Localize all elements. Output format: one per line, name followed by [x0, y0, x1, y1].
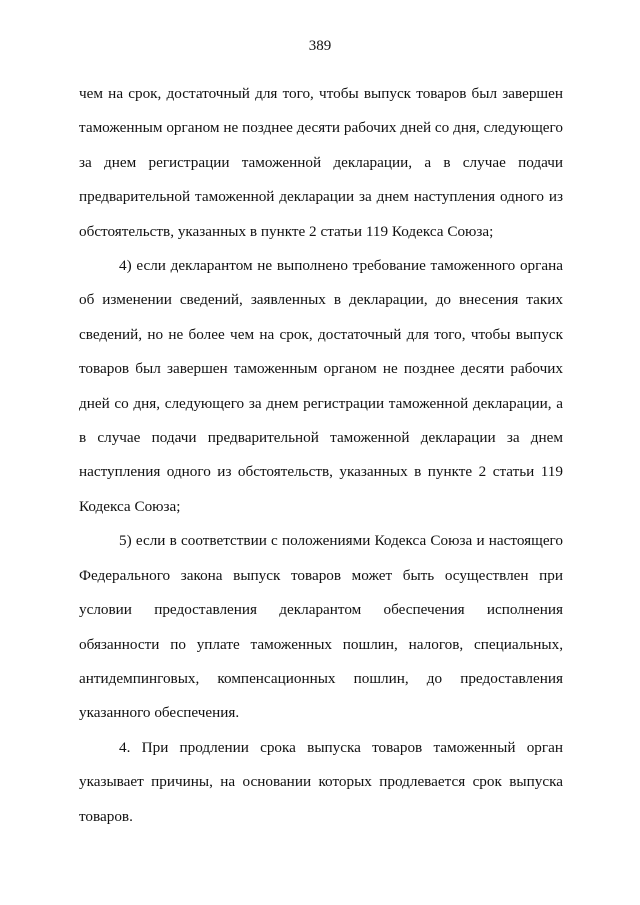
paragraph-continuation: чем на срок, достаточный для того, чтобы выпуск товаров был завершен таможенным органом не позднее десяти рабочих дней со дня, следующего за днем регистрации таможенной декларации, а в случае подачи предварительной таможенной декларации за днем наступления одного из обстоятельств, указанных в пункте 2 статьи 119 Кодекса Союза;: [79, 85, 563, 240]
paragraph-item-4: 4) если декларантом не выполнено требование таможенного органа об изменении сведений, заявленных в декларации, до внесения таких сведений, но не более чем на срок, достаточный для того, чтобы выпуск товаров был завершен таможенным органом не позднее десяти рабочих дней со дня, следующего за днем регистрации таможенной декларации, а в случае подачи предварительной таможенной декларации за днем наступления одного из обстоятельств, указанных в пункте 2 статьи 119 Кодекса Союза;: [79, 257, 563, 515]
document-body: [79, 77, 563, 834]
paragraph-section-4: 4. При продлении срока выпуска товаров таможенный орган указывает причины, на основании которых продлевается срок выпуска товаров.: [79, 738, 563, 825]
page-number: 389: [308, 38, 332, 54]
paragraph-item-5: 5) если в соответствии с положениями Кодекса Союза и настоящего Федерального закона выпуск товаров может быть осуществлен при условии предоставления декларантом обеспечения исполнения обязанности по уплате таможенных пошлин, налогов, специальных, антидемпинговых, компенсационных пошлин, до предоставления указанного обеспечения.: [79, 532, 563, 722]
